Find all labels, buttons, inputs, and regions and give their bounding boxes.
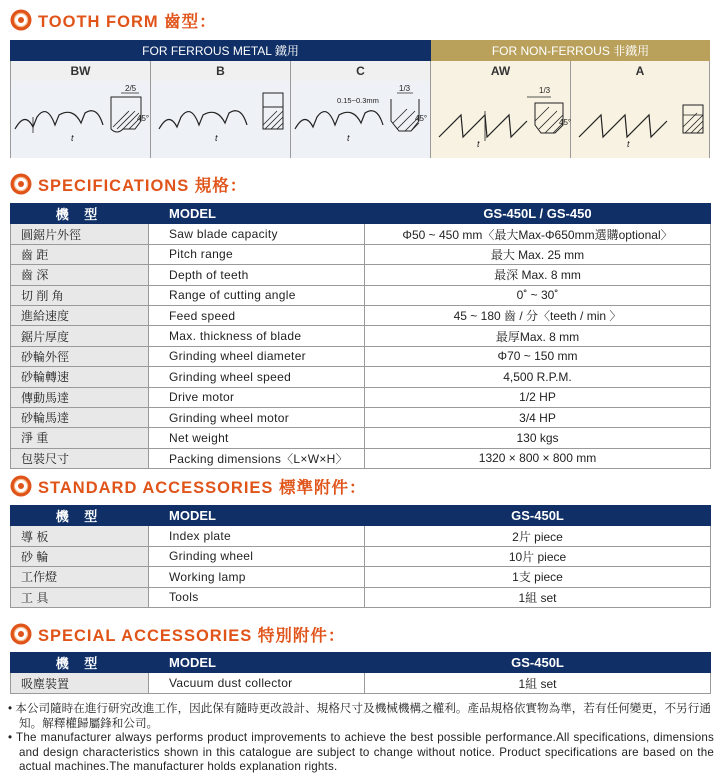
a-tooth-diagram bbox=[571, 81, 709, 158]
tooth-form-panel bbox=[10, 40, 710, 158]
row-value: 0˚ ~ 30˚ bbox=[365, 285, 711, 305]
section-title: SPECIAL ACCESSORIES 特別附件： bbox=[38, 627, 346, 645]
table-row bbox=[11, 428, 711, 448]
row-label-en: Net weight bbox=[149, 428, 365, 448]
row-label-zh: 導 板 bbox=[11, 526, 149, 546]
row-label-zh: 砂輪轉速 bbox=[11, 367, 149, 387]
aw-ratio-label: 1/3 bbox=[539, 86, 551, 95]
table-row bbox=[11, 244, 711, 264]
table-row bbox=[11, 326, 711, 346]
non-ferrous-header: FOR NON-FERROUS 非鐵用 bbox=[431, 40, 710, 61]
row-label-en: Max. thickness of blade bbox=[149, 326, 365, 346]
table-header-row bbox=[11, 653, 711, 673]
row-label-en: Range of cutting angle bbox=[149, 285, 365, 305]
gear-icon bbox=[10, 9, 32, 31]
row-label-zh: 淨 重 bbox=[11, 428, 149, 448]
row-label-zh: 砂 輪 bbox=[11, 546, 149, 566]
table-row bbox=[11, 526, 711, 546]
section-title: TOOTH FORM 齒型： bbox=[38, 13, 217, 31]
footnote-zh: • 本公司隨時在進行研究改進工作，因此保有隨時更改設計、規格尺寸及機械機構之權利。產品規格依實物為準，若有任何變更，不另行通知。解釋權歸屬鋒和公司。 bbox=[8, 702, 711, 730]
row-label-en: Depth of teeth bbox=[149, 265, 365, 285]
ferrous-header: FOR FERROUS METAL 鐵用 bbox=[10, 40, 431, 61]
bw-ratio-label: 2/5 bbox=[125, 84, 137, 93]
row-value: 130 kgs bbox=[365, 428, 711, 448]
row-label-zh: 進給速度 bbox=[11, 305, 149, 325]
row-value: 1支 piece bbox=[365, 567, 711, 587]
row-label-zh: 圓鋸片外徑 bbox=[11, 224, 149, 244]
c-angle-label: 45° bbox=[415, 114, 428, 123]
table-row bbox=[11, 346, 711, 366]
row-label-zh: 鋸片厚度 bbox=[11, 326, 149, 346]
bw-tooth-mark: t bbox=[71, 133, 74, 143]
column-header-model-value: GS-450L bbox=[365, 506, 711, 526]
standard-accessories-heading bbox=[10, 474, 367, 498]
row-label-zh: 齒 深 bbox=[11, 265, 149, 285]
row-label-en: Grinding wheel bbox=[149, 546, 365, 566]
row-label-zh: 工 具 bbox=[11, 587, 149, 607]
table-row bbox=[11, 265, 711, 285]
row-label-en: Working lamp bbox=[149, 567, 365, 587]
special-accessories-heading bbox=[10, 622, 345, 646]
specifications-heading bbox=[10, 172, 247, 196]
table-row bbox=[11, 387, 711, 407]
row-label-en: Packing dimensions〈L×W×H〉 bbox=[149, 448, 365, 468]
standard-accessories-table bbox=[10, 505, 711, 608]
table-row bbox=[11, 448, 711, 468]
column-header-model-zh: 機 型 bbox=[11, 506, 149, 526]
row-value: 45 ~ 180 齒 / 分〈teeth / min 〉 bbox=[365, 305, 711, 325]
tooth-form-c-drawing bbox=[291, 81, 431, 158]
row-value: 1/2 HP bbox=[365, 387, 711, 407]
gear-icon bbox=[10, 475, 32, 497]
b-tooth-mark: t bbox=[215, 133, 218, 143]
row-value: 1320 × 800 × 800 mm bbox=[365, 448, 711, 468]
section-title: SPECIFICATIONS 規格： bbox=[38, 177, 248, 195]
table-row bbox=[11, 407, 711, 427]
c-gap-label: 0.15~0.3mm bbox=[337, 96, 379, 105]
column-header-model: MODEL bbox=[149, 506, 365, 526]
tooth-form-heading bbox=[10, 8, 217, 32]
tooth-form-bw-label: BW bbox=[10, 61, 151, 81]
row-value: 4,500 R.P.M. bbox=[365, 367, 711, 387]
row-label-zh: 傳動馬達 bbox=[11, 387, 149, 407]
table-row bbox=[11, 587, 711, 607]
row-value: Φ70 ~ 150 mm bbox=[365, 346, 711, 366]
table-row bbox=[11, 546, 711, 566]
a-tooth-mark: t bbox=[627, 139, 630, 149]
row-label-zh: 吸塵裝置 bbox=[11, 673, 149, 693]
row-label-en: Grinding wheel speed bbox=[149, 367, 365, 387]
tooth-form-a-label: A bbox=[571, 61, 710, 81]
column-header-model: MODEL bbox=[149, 653, 365, 673]
gear-icon bbox=[10, 173, 32, 195]
row-value: 最大 Max. 25 mm bbox=[365, 244, 711, 264]
footnotes bbox=[8, 702, 714, 775]
tooth-form-b-label: B bbox=[151, 61, 291, 81]
row-label-en: Grinding wheel motor bbox=[149, 407, 365, 427]
table-row bbox=[11, 305, 711, 325]
b-tooth-diagram bbox=[151, 81, 290, 158]
c-ratio-label: 1/3 bbox=[399, 84, 411, 93]
row-label-en: Pitch range bbox=[149, 244, 365, 264]
table-row bbox=[11, 224, 711, 244]
bw-angle-label: 45° bbox=[137, 114, 150, 123]
row-value: 1組 set bbox=[365, 587, 711, 607]
row-value: 2片 piece bbox=[365, 526, 711, 546]
gear-icon bbox=[10, 623, 32, 645]
row-value: Φ50 ~ 450 mm〈最大Max-Φ650mm選購optional〉 bbox=[365, 224, 711, 244]
column-header-model: MODEL bbox=[149, 204, 365, 224]
column-header-model-value: GS-450L bbox=[365, 653, 711, 673]
tooth-form-aw-drawing bbox=[431, 81, 571, 158]
column-header-model-zh: 機 型 bbox=[11, 204, 149, 224]
row-label-zh: 齒 距 bbox=[11, 244, 149, 264]
row-value: 3/4 HP bbox=[365, 407, 711, 427]
c-tooth-mark: t bbox=[347, 133, 350, 143]
tooth-form-b-drawing bbox=[151, 81, 291, 158]
tooth-form-c-label: C bbox=[291, 61, 431, 81]
row-label-zh: 切 削 角 bbox=[11, 285, 149, 305]
specifications-table bbox=[10, 203, 711, 469]
table-row bbox=[11, 673, 711, 693]
row-label-en: Vacuum dust collector bbox=[149, 673, 365, 693]
row-label-en: Feed speed bbox=[149, 305, 365, 325]
row-label-en: Tools bbox=[149, 587, 365, 607]
column-header-model-value: GS-450L / GS-450 bbox=[365, 204, 711, 224]
row-value: 最厚Max. 8 mm bbox=[365, 326, 711, 346]
table-row bbox=[11, 567, 711, 587]
aw-angle-label: 45° bbox=[559, 118, 572, 127]
column-header-model-zh: 機 型 bbox=[11, 653, 149, 673]
tooth-form-bw-drawing bbox=[10, 81, 151, 158]
section-title: STANDARD ACCESSORIES 標準附件： bbox=[38, 479, 367, 497]
row-value: 10片 piece bbox=[365, 546, 711, 566]
table-header-row bbox=[11, 204, 711, 224]
row-label-zh: 包裝尺寸 bbox=[11, 448, 149, 468]
row-label-en: Grinding wheel diameter bbox=[149, 346, 365, 366]
tooth-form-a-drawing bbox=[571, 81, 710, 158]
row-label-en: Saw blade capacity bbox=[149, 224, 365, 244]
special-accessories-table bbox=[10, 652, 711, 694]
aw-tooth-mark: t bbox=[477, 139, 480, 149]
footnote-en: • The manufacturer always performs product improvements to achieve the best possible performance.All specifications, dimensions and design characteristics shown in this catalogue are subject to change without notice. Product specifications are based on the actual machines.The manufacturer holds explanation rights. bbox=[8, 731, 714, 773]
row-label-zh: 工作燈 bbox=[11, 567, 149, 587]
row-value: 1組 set bbox=[365, 673, 711, 693]
table-row bbox=[11, 285, 711, 305]
table-row bbox=[11, 367, 711, 387]
table-header-row bbox=[11, 506, 711, 526]
row-value: 最深 Max. 8 mm bbox=[365, 265, 711, 285]
row-label-zh: 砂輪外徑 bbox=[11, 346, 149, 366]
row-label-en: Index plate bbox=[149, 526, 365, 546]
row-label-en: Drive motor bbox=[149, 387, 365, 407]
row-label-zh: 砂輪馬達 bbox=[11, 407, 149, 427]
tooth-form-aw-label: AW bbox=[431, 61, 571, 81]
